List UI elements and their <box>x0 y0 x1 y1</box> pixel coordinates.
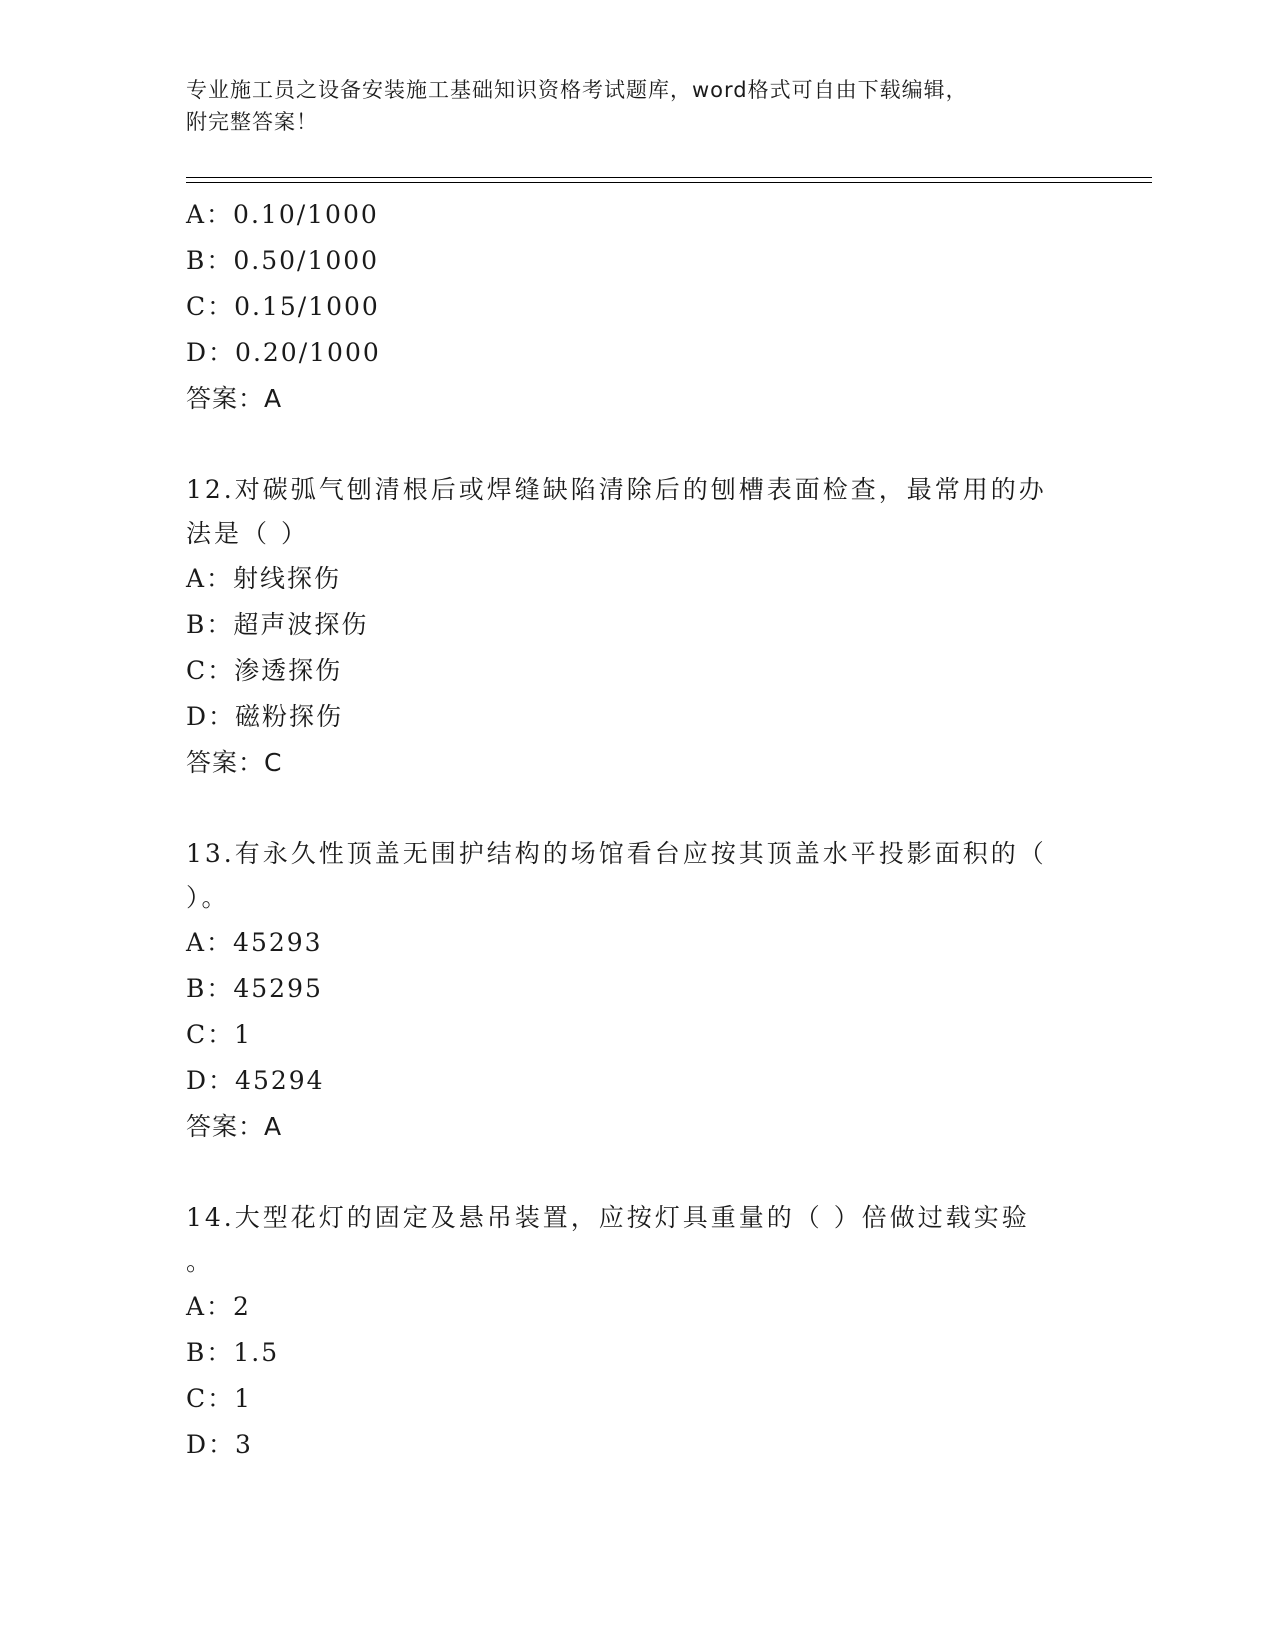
option-c: C：渗透探伤 <box>186 656 343 685</box>
header-title-line2: 附完整答案！ <box>186 110 318 134</box>
option-c: C：0.15/1000 <box>186 292 380 321</box>
option-d: D：0.20/1000 <box>186 338 381 367</box>
question-stem-line2: 法是（ ） <box>186 519 309 548</box>
question-13 <box>186 832 1086 1150</box>
question-12 <box>186 468 1086 786</box>
question-list <box>186 192 1086 1468</box>
option-d: D：磁粉探伤 <box>186 702 344 731</box>
option-c: C：1 <box>186 1384 253 1413</box>
question-stem-line2: 。 <box>186 1247 215 1276</box>
option-b: B：1.5 <box>186 1338 280 1367</box>
header-divider-bottom <box>186 182 1152 183</box>
question-stem <box>186 468 1066 556</box>
header-divider-top <box>186 177 1152 178</box>
answer-line: 答案：A <box>186 1112 283 1141</box>
option-a: A：射线探伤 <box>186 564 342 593</box>
option-d: D：45294 <box>186 1066 325 1095</box>
question-stem-line2: ）。 <box>186 883 230 912</box>
option-d: D：3 <box>186 1430 253 1459</box>
option-a: A：45293 <box>186 928 323 957</box>
question-stem-line1: 14.大型花灯的固定及悬吊装置，应按灯具重量的（ ）倍做过载实验 <box>186 1203 1030 1232</box>
question-stem <box>186 832 1066 920</box>
option-b: B：超声波探伤 <box>186 610 369 639</box>
answer-line: 答案：A <box>186 384 283 413</box>
option-b: B：45295 <box>186 974 323 1003</box>
option-c: C：1 <box>186 1020 253 1049</box>
option-a: A：0.10/1000 <box>186 200 379 229</box>
question-stem-line1: 12.对碳弧气刨清根后或焊缝缺陷清除后的刨槽表面检查，最常用的办 <box>186 475 1047 504</box>
question-stem <box>186 1196 1066 1284</box>
header-title-line1: 专业施工员之设备安装施工基础知识资格考试题库，word格式可自由下载编辑， <box>186 78 968 102</box>
option-a: A：2 <box>186 1292 251 1321</box>
question-stem-line1: 13.有永久性顶盖无围护结构的场馆看台应按其顶盖水平投影面积的（ <box>186 839 1047 868</box>
question-14 <box>186 1196 1086 1468</box>
document-header <box>186 74 1086 138</box>
answer-line: 答案：C <box>186 748 283 777</box>
option-b: B：0.50/1000 <box>186 246 380 275</box>
question-11 <box>186 192 1086 422</box>
